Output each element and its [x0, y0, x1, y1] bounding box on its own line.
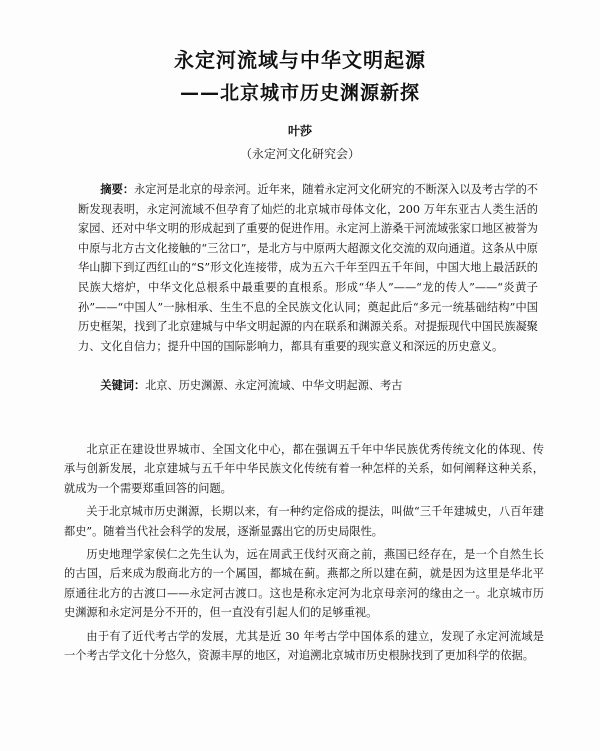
keywords-text: 北京、历史渊源、永定河流域、中华文明起源、考古 [145, 379, 403, 392]
abstract-text: 永定河是北京的母亲河。近年来，随着永定河文化研究的不断深入以及考古学的不断发现表明，永定河流域不但孕育了灿烂的北京城市母体文化，200 万年东亚古人类生活的家园、还对中华文明的形成起到了重要的促进作用。永定河上游桑干河流域张家口地区被誉为中原与北方古文化接触的“三岔口”，是北方与中原两大超源文化交流的双向通道。这条从中原华山脚下到辽西红山的“S”形文化连接带，成为五六千年至四五千年间，中国大地上最活跃的民族大熔炉，中华文化总根系中最重要的直根系。形成“华人”——“龙的传人”——“炎黄子孙”——“中国人”一脉相承、生生不息的全民族文化认同；奠起此后“多元一统基础结构”中国历史框架，找到了北京建城与中华文明起源的内在联系和渊源关系。对提振现代中国民族凝聚力、文化自信力；提升中国的国际影响力，都具有重要的现实意义和深远的历史意义。 [78, 183, 538, 353]
body-paragraph: 关于北京城市历史渊源，长期以来，有一种约定俗成的提法，叫做“三千年建城史，八百年建都史”。随着当代社会科学的发展，逐渐显露出它的历史局限性。 [64, 505, 544, 538]
abstract [78, 180, 538, 356]
body-text [64, 440, 544, 669]
body-paragraph: 由于有了近代考古学的发展，尤其是近 30 年考古学中国体系的建立，发现了永定河流域是一个考古学文化十分悠久，资源丰厚的地区，对追溯北京城市历史根脉找到了更加科学的依据。 [64, 629, 544, 663]
abstract-label: 摘要： [100, 183, 135, 196]
paper-title: 永定河流域与中华文明起源 [174, 48, 426, 72]
keywords-label: 关键词： [100, 379, 146, 392]
author-name: 叶莎 [287, 124, 312, 138]
paper-subtitle: ——北京城市历史渊源新探 [179, 82, 420, 104]
body-paragraph: 北京正在建设世界城市、全国文化中心，都在强调五千年中华民族优秀传统文化的体现、传承与创新发展，北京建城与五千年中华民族文化传统有着一种怎样的关系，如何阐释这种关系，就成为一个需要郑重回答的问题。 [64, 443, 544, 495]
keywords [78, 376, 538, 395]
author-affiliation: （永定河文化研究会） [239, 147, 360, 161]
body-paragraph: 历史地理学家侯仁之先生认为，远在周武王伐纣灭商之前，燕国已经存在，是一个自然生长的古国，后来成为殷商北方的一个属国，都城在蓟。燕都之所以建在蓟，就是因为这里是华北平原通往北方的古渡口——永定河古渡口。这也是称永定河为北京母亲河的缘由之一。北京城市历史渊源和永定河是分不开的，但一直没有引起人们的足够重视。 [64, 548, 544, 620]
